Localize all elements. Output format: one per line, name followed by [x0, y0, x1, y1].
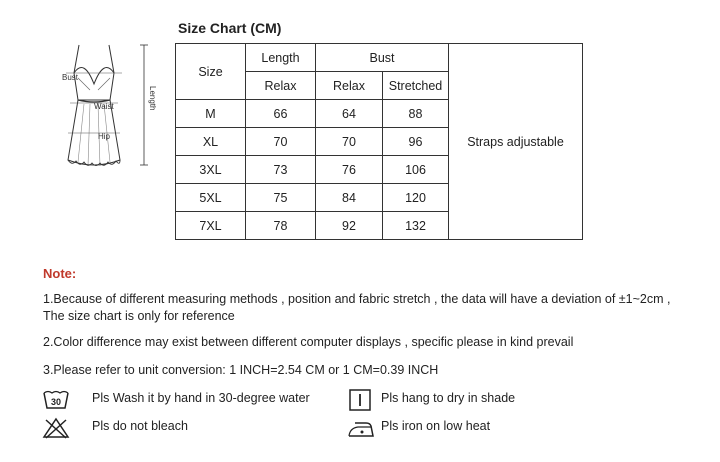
- bust-relax-cell: 84: [316, 184, 383, 212]
- hip-label: Hip: [98, 132, 111, 141]
- bust-relax-cell: 64: [316, 100, 383, 128]
- hand-wash-30-icon: [42, 387, 70, 411]
- bust-relax-cell: 76: [316, 156, 383, 184]
- header-size: Size: [176, 44, 246, 100]
- straps-remark: Straps adjustable: [449, 44, 583, 240]
- length-cell: 66: [246, 100, 316, 128]
- iron-instruction: Pls iron on low heat: [381, 419, 491, 433]
- size-cell: 7XL: [176, 212, 246, 240]
- header-bust-stretched: Stretched: [383, 72, 449, 100]
- iron-low-heat-icon: [346, 418, 376, 440]
- length-cell: 73: [246, 156, 316, 184]
- bust-relax-cell: 92: [316, 212, 383, 240]
- header-length: Length: [246, 44, 316, 72]
- waist-label: Waist: [94, 102, 114, 111]
- bust-relax-cell: 70: [316, 128, 383, 156]
- wash-temp-label: 30: [50, 397, 62, 407]
- length-cell: 78: [246, 212, 316, 240]
- header-length-relax: Relax: [246, 72, 316, 100]
- note-title: Note:: [43, 266, 77, 281]
- size-cell: XL: [176, 128, 246, 156]
- length-label: Length: [148, 86, 157, 111]
- bust-stretched-cell: 88: [383, 100, 449, 128]
- length-cell: 75: [246, 184, 316, 212]
- wash-instruction: Pls Wash it by hand in 30-degree water: [92, 391, 310, 405]
- bust-stretched-cell: 106: [383, 156, 449, 184]
- note-line-2: 2.Color difference may exist between different computer displays , specific please in kind prevail: [43, 335, 574, 349]
- note-line-1b: The size chart is only for reference: [43, 309, 235, 323]
- bleach-instruction: Pls do not bleach: [92, 419, 188, 433]
- header-bust: Bust: [316, 44, 449, 72]
- header-bust-relax: Relax: [316, 72, 383, 100]
- size-cell: 3XL: [176, 156, 246, 184]
- note-line-3: 3.Please refer to unit conversion: 1 INCH=2.54 CM or 1 CM=0.39 INCH: [43, 363, 439, 377]
- size-chart-table: [175, 43, 583, 240]
- garment-diagram: [38, 40, 160, 188]
- size-cell: 5XL: [176, 184, 246, 212]
- no-bleach-icon: [42, 416, 70, 440]
- bust-stretched-cell: 120: [383, 184, 449, 212]
- size-chart-title: Size Chart (CM): [178, 20, 282, 36]
- size-cell: M: [176, 100, 246, 128]
- hang-dry-icon: [348, 388, 372, 412]
- length-cell: 70: [246, 128, 316, 156]
- bust-stretched-cell: 96: [383, 128, 449, 156]
- bust-stretched-cell: 132: [383, 212, 449, 240]
- note-line-1: 1.Because of different measuring methods , position and fabric stretch , the data will have a deviation of ±1~2cm ,: [43, 292, 671, 306]
- bust-label: Bust: [62, 73, 79, 82]
- dry-instruction: Pls hang to dry in shade: [381, 391, 516, 405]
